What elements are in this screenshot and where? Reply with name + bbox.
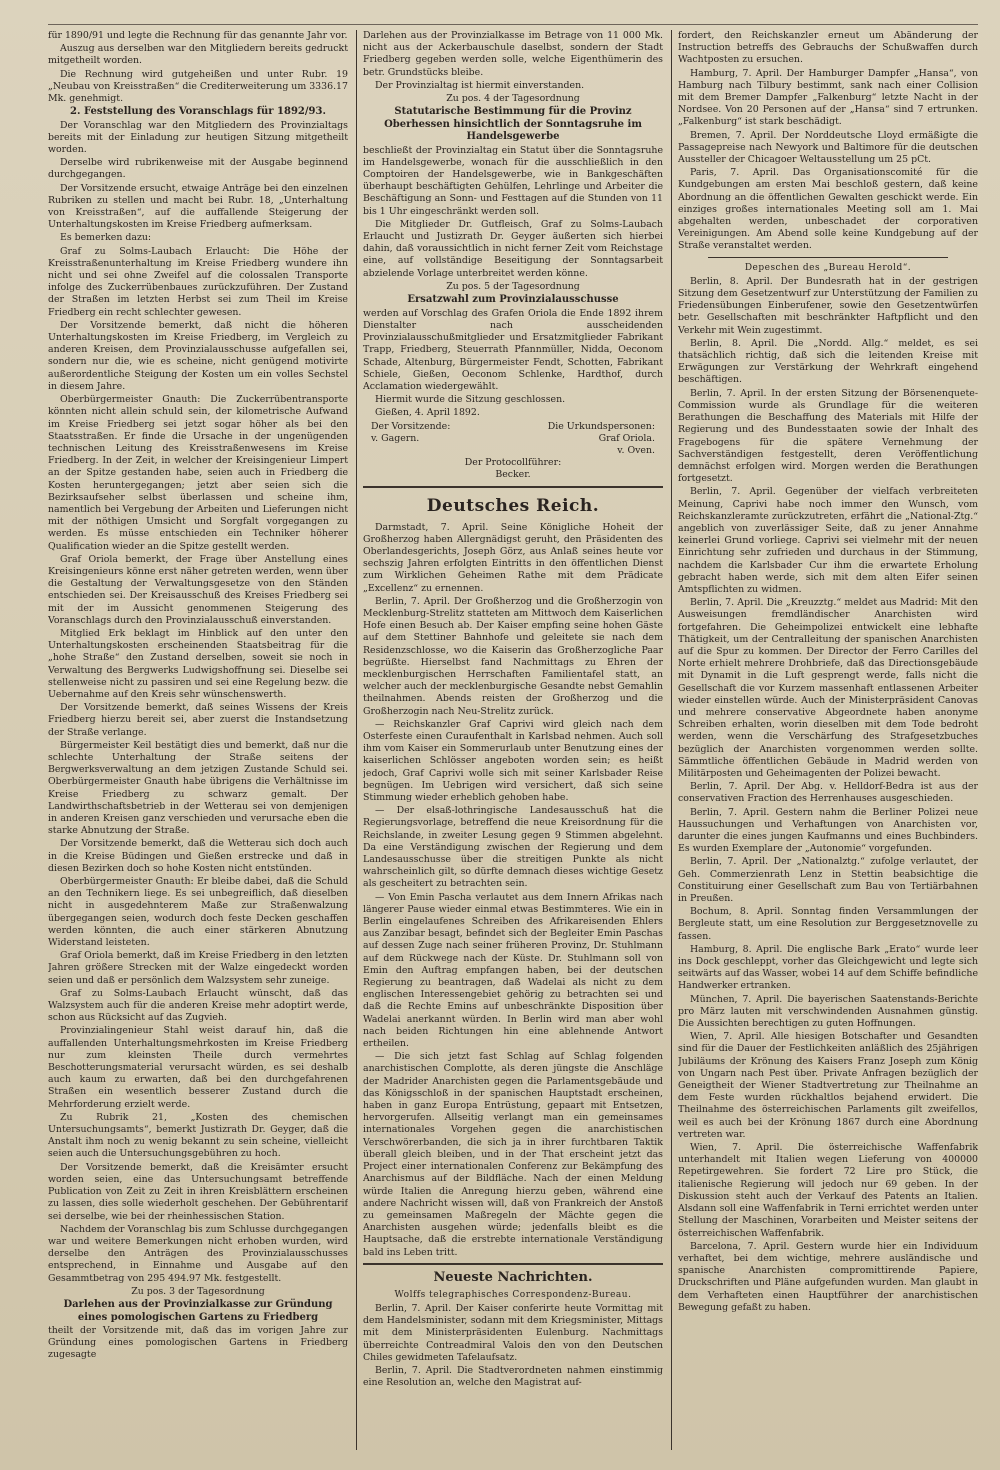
- paragraph: Der Voranschlag war den Mitgliedern des Provinzialtags bereits mit der Einladung zur heutigen Sitzung mitgetheilt worden.: [48, 119, 348, 156]
- paragraph: Graf zu Solms-Laubach Erlaucht wünscht, daß das Walzsystem auch für die anderen Kreise mehr adoptirt werde, schon aus Rücksicht auf das Zugvieh.: [48, 987, 348, 1024]
- paragraph: Der Vorsitzende bemerkt, daß die Kreisämter ersucht worden seien, eine das Untersuchungsamt betreffende Publication von Zeit zu Zeit in ihren Kreisblättern erscheinen zu lassen, dies solle wiederholt geschehen. Der Gebührentarif sei derselbe, wie bei der rheinhessischen Station.: [48, 1161, 348, 1222]
- column-1: [48, 30, 348, 1440]
- paragraph: Berlin, 8. April. Der Bundesrath hat in der gestrigen Sitzung dem Gesetzentwurf zur Unterstützung der Familien zu Friedensübungen Einberufener, sowie den Gesetzentwürfen betr. Gesellschaften mit beschränkter Haftpflicht und den Verkehr mit Wein zugestimmt.: [678, 275, 978, 336]
- paragraph: Barcelona, 7. April. Gestern wurde hier ein Individuum verhaftet, bei dem wichtige, mehrere ausländische und spanische Anarchisten compromittirende Papiere, Druckschriften und Pläne aufgefunden wurden. Man glaubt in dem Verhafteten einen Hauptführer der anarchistischen Bewegung gefaßt zu haben.: [678, 1240, 978, 1313]
- paragraph: Bürgermeister Keil bestätigt dies und bemerkt, daß nur die schlechte Unterhaltung der Straße seitens der Bergwerksverwaltung an dem jetzigen Zustande Schuld sei. Oberbürgermeister Gnauth habe übrigens die Verhältnisse im Kreise Friedberg zu schwarz gemalt. Der Landwirthschaftsbetrieb in der Wetterau sei von demjenigen in anderen Kreisen ganz verschieden und verursache eben die starke Abnutzung der Straße.: [48, 739, 348, 837]
- column-2: [363, 30, 663, 1440]
- paragraph: theilt der Vorsitzende mit, daß das im vorigen Jahre zur Gründung eines pomologischen Gartens in Friedberg zugesagte: [48, 1324, 348, 1361]
- paragraph: Provinzialingenieur Stahl weist darauf hin, daß die auffallenden Unterhaltungsmehrkosten im Kreise Friedberg nur zum kleinsten Theile durch vermehrtes Beschotterungsmaterial verursacht würden, es sei deshalb auch kaum zu erwarten, daß bei den durchgefahrenen Straßen ein wesentlich besserer Zustand durch die Mehrforderung erzielt werde.: [48, 1025, 348, 1110]
- paragraph: Wien, 7. April. Die österreichische Waffenfabrik unterhandelt mit Italien wegen Lieferung von 400000 Repetirgewehren. Sie fordert 72 Lire pro Stück, die italienische Regierung will jedoch nur 69 geben. In der Diskussion steht auch der Verkauf des Patents an Italien. Alsdann soll eine Waffenfabrik in Terni errichtet werden unter Stellung der Maschinen, Vorarbeiten und Meister seitens der österreichischen Waffenfabrik.: [678, 1142, 978, 1239]
- paragraph: Derselbe wird rubrikenweise mit der Ausgabe beginnend durchgegangen.: [48, 157, 348, 181]
- paragraph: Die Mitglieder Dr. Gutfleisch, Graf zu Solms-Laubach Erlaucht und Justizrath Dr. Geyger äußerten sich hierbei dahin, daß voraussichtlich in nicht ferner Zeit vom Reichstage eine, auf vollständige Beseitigung der Sonntagsarbeit abzielende Vorlage unterbreitet werden könne.: [363, 218, 663, 279]
- paragraph: Bochum, 8. April. Sonntag finden Versammlungen der Bergleute statt, um eine Resolution zur Berggesetznovelle zu fassen.: [678, 906, 978, 942]
- divider: [708, 257, 948, 258]
- witnesses-label: Die Urkundspersonen:: [547, 420, 655, 432]
- date-line: Gießen, 4. April 1892.: [375, 407, 480, 419]
- paragraph: Paris, 7. April. Das Organisationscomité für die Kundgebungen am ersten Mai beschloß gestern, daß keine Abordnung an die öffentlichen Gewalten geschickt werde. Ein einziges großes internationales Meeting soll am 1. Mai abgehalten werden, unbeschadet der corporativen Vereinigungen. Am Abend solle keine Kundgebung auf der Straße veranstaltet werden.: [678, 167, 978, 252]
- paragraph: Es bemerken dazu:: [60, 232, 152, 244]
- chair-name: v. Gagern.: [371, 432, 420, 444]
- paragraph: Der Vorsitzende bemerkt, daß nicht die höheren Unterhaltungskosten im Kreise Friedberg, im Vergleich zu anderen Kreisen, dem Provinzialausschusse aufgefallen sei, sondern nur die, wie es scheine, nicht genügend motivirte außerordentliche Steigung der Kosten um ein volles Sechstel in diesem Jahre.: [48, 319, 348, 392]
- column-rule-2: [671, 30, 672, 1450]
- paragraph: — Reichskanzler Graf Caprivi wird gleich nach dem Osterfeste einen Curaufenthalt in Karlsbad nehmen. Auch soll ihm vom Kaiser ein Sommerurlaub unter Benutzung eines der kaiserlichen Schlösser angeboten worden sein; es heißt jedoch, Graf Caprivi wolle sich mit seiner Karlsbader Reise begnügen. Im Uebrigen wird versichert, daß sich seine Stimmung wieder erheblich gehoben habe.: [363, 718, 663, 803]
- signature-block: [363, 421, 663, 482]
- paragraph: Auszug aus derselben war den Mitgliedern bereits gedruckt mitgetheilt worden.: [48, 43, 348, 67]
- paragraph: Der Vorsitzende bemerkt, daß die Wetterau sich doch auch in die Kreise Büdingen und Gießen erstrecke und daß in diesen Bezirken doch so hohe Kosten nicht entstünden.: [48, 838, 348, 874]
- paragraph: Darlehen aus der Provinzialkasse im Betrage von 11 000 Mk. nicht aus der Ackerbauschule daselbst, sondern der Stadt Friedberg gegeben werden solle, welche Eigenthümerin des betr. Grundstücks bleibe.: [363, 30, 663, 78]
- paragraph: Berlin, 8. April. Die „Nordd. Allg.“ meldet, es sei thatsächlich richtig, daß sich die leitenden Kreise mit Erwägungen zur Verstärkung der Wehrkraft eingehend beschäftigen.: [678, 337, 978, 386]
- paragraph: für 1890/91 und legte die Rechnung für das genannte Jahr vor.: [48, 30, 348, 41]
- top-rule: [48, 24, 978, 25]
- paragraph: Berlin, 7. April. Der Großherzog und die Großherzogin von Mecklenburg-Strelitz statteten am Mittwoch dem Kaiserlichen Hofe einen Besuch ab. Der Kaiser empfing seine hohen Gäste auf dem Stettiner Bahnhofe und geleitete sie nach dem Residenzschlosse, wo die Kaiserin das Großherzogliche Paar begrüßte. Hierselbst fand Nachmittags zu Ehren der mecklenburgischen Herrschaften Familientafel statt, an welcher auch der mecklenburgische Gesandte nebst Gemahlin theilnahmen. Abends reisten der Großherzog und die Großherzogin nach Neu-Strelitz zurück.: [363, 595, 663, 717]
- section-heading: Darlehen aus der Provinzialkasse zur Gründung eines pomologischen Gartens zu Friedberg: [63, 1299, 333, 1323]
- paragraph: Hamburg, 7. April. Der Hamburger Dampfer „Hansa“, von Hamburg nach Tilbury bestimmt, sank nach einer Collision mit dem Bremer Dampfer „Falkenburg“ letzte Nacht in der Nordsee. Von 20 Personen auf der „Hansa“ sind 7 ertrunken. „Falkenburg“ ist stark beschädigt.: [678, 67, 978, 128]
- paragraph: Berlin, 7. April. Gestern nahm die Berliner Polizei neue Haussuchungen und Verhaftungen von Anarchisten vor, darunter die eines jungen Kaufmanns und eines Buchbinders. Es wurden Exemplare der „Autonomie“ vorgefunden.: [678, 806, 978, 855]
- paragraph: Nachdem der Voranschlag bis zum Schlusse durchgegangen war und weitere Bemerkungen nicht erhoben wurden, wird derselbe den Anträgen des Provinzialausschusses entsprechend, in Einnahme und Ausgabe auf den Gesammtbetrag von 295 494.97 Mk. festgestellt.: [48, 1223, 348, 1284]
- agenda-item: Zu pos. 4 der Tagesordnung: [446, 93, 580, 105]
- paragraph: werden auf Vorschlag des Grafen Oriola die Ende 1892 ihrem Dienstalter nach ausscheidenden Provinzialausschußmitglieder und Ersatzmitglieder Fabrikant Trapp, Friedberg, Steuerrath Pfannmüller, Nidda, Oeconom Schade, Altenburg, Bürgermeister Fendt, Schotten, Fabrikant Schiele, Gießen, Oeconom Schlenke, Hardthof, durch Acclamation wiedergewählt.: [363, 307, 663, 392]
- paragraph: Der Vorsitzende ersucht, etwaige Anträge bei den einzelnen Rubriken zu stellen und macht bei Rubr. 18, „Unterhaltung von Kreisstraßen“, auf die auffallende Steigerung der Unterhaltungskosten im Kreise Friedberg aufmerksam.: [48, 182, 348, 231]
- paragraph: Darmstadt, 7. April. Seine Königliche Hoheit der Großherzog haben Allergnädigst geruht, den Präsidenten des Oberlandesgerichts, Joseph Görz, aus Anlaß seines heute vor sechszig Jahren erfolgten Eintritts in den öffentlichen Dienst zum Wirklichen Geheimen Rathe mit dem Prädicate „Excellenz“ zu ernennen.: [363, 521, 663, 594]
- paragraph: Hiermit wurde die Sitzung geschlossen.: [375, 394, 566, 406]
- section-title: Deutsches Reich.: [426, 495, 600, 516]
- chair-label: Der Vorsitzende:: [371, 420, 451, 432]
- paragraph: — Der elsaß-lothringische Landesausschuß hat die Regierungsvorlage, betreffend die neue Kreisordnung für die Reichslande, in zweiter Lesung gegen 9 Stimmen abgelehnt. Da eine Verständigung zwischen der Regierung und dem Landesausschusse über die streitigen Punkte als nicht wahrscheinlich gilt, so dürfte demnach dieses wichtige Gesetz als gescheitert zu betrachten sein.: [363, 805, 663, 890]
- paragraph: beschließt der Provinzialtag ein Statut über die Sonntagsruhe im Handelsgewerbe, wonach für die ausschließlich in den Comptoiren der Handelsgewerbe, wie in Bankgeschäften überhaupt beschäftigten Gehülfen, Lehrlinge und Arbeiter die Beschäftigung an Sonn- und Festtagen auf die Stunden von 11 bis 1 Uhr eingeschränkt werden soll.: [363, 144, 663, 217]
- paragraph: Der Vorsitzende bemerkt, daß seines Wissens der Kreis Friedberg hierzu bereit sei, aber zuerst die Instandsetzung der Straße verlange.: [48, 702, 348, 738]
- section-divider: [363, 486, 663, 488]
- paragraph: — Von Emin Pascha verlautet aus dem Innern Afrikas nach längerer Pause wieder einmal etwas Bestimmteres. Wie ein in Berlin eingelaufenes Schreiben des Afrikareisenden Ehlers aus Zanzibar besagt, befindet sich der Begleiter Emin Paschas auf dessen Zuge nach seiner früheren Provinz, Dr. Stuhlmann auf dem Rückwege nach der Küste. Dr. Stuhlmann soll von Emin den Auftrag empfangen haben, bei der deutschen Regierung zu beantragen, daß Wadelai als nicht zu dem englischen Interessengebiet gehörig zu betrachten sei und daß die Rechte Emins auf unbeschränkte Disposition über Wadelai anerkannt würden. In Berlin wird man aber wohl nach beiden Richtungen hin eine ablehnende Antwort ertheilen.: [363, 891, 663, 1050]
- paragraph: Zu Rubrik 21, „Kosten des chemischen Untersuchungsamts“, bemerkt Justizrath Dr. Geyger, daß die Anstalt ihm noch zu wenig bekannt zu sein scheine, vielleicht seien auch die Untersuchungsgebühren zu hoch.: [48, 1111, 348, 1160]
- recorder-name: Becker.: [495, 469, 531, 481]
- paragraph: Der Provinzialtag ist hiermit einverstanden.: [375, 79, 585, 91]
- section-heading: Ersatzwahl zum Provinzialausschusse: [407, 294, 619, 306]
- paragraph: München, 7. April. Die bayerischen Saatenstands-Berichte pro März lauten mit verschwindenden Ausnahmen günstig. Die Aussichten berechtigen zu guten Hoffnungen.: [678, 993, 978, 1030]
- paragraph: Hamburg, 8. April. Die englische Bark „Erato“ wurde leer ins Dock geschleppt, vorher das Gleichgewicht und legte sich seitwärts auf das Wasser, wobei 14 auf dem Schiffe befindliche Handwerker ertranken.: [678, 943, 978, 992]
- paragraph: Graf Oriola bemerkt, daß im Kreise Friedberg in den letzten Jahren größere Strecken mit der Walze eingedeckt worden seien und daß er persönlich dem Walzsystem sehr zuneige.: [48, 950, 348, 986]
- paragraph: Berlin, 7. April. Die Stadtverordneten nahmen einstimmig eine Resolution an, welche den Magistrat auf-: [363, 1364, 663, 1389]
- agenda-item: Zu pos. 5 der Tagesordnung: [446, 280, 580, 292]
- paragraph: Berlin, 7. April. Gegenüber der vielfach verbreiteten Meinung, Caprivi habe noch immer den Wunsch, vom Reichskanzleramte zurückzutreten, erfährt die „National-Ztg.“ angeblich von zuverlässiger Seite, daß zu jener Annahme keinerlei Grund vorliege. Caprivi sei vielmehr mit der neuen Einrichtung sehr zufrieden und durchaus in der Stimmung, nachdem die Karlsbader Cur ihm die erwartete Erholung gebracht haben werde, sich mit dem alten Eifer seinen Amtspflichten zu widmen.: [678, 486, 978, 595]
- paragraph: fordert, den Reichskanzler erneut um Abänderung der Instruction betreffs des Gebrauchs der Schußwaffen durch Wachtposten zu ersuchen.: [678, 30, 978, 66]
- witness-name: Graf Oriola.: [598, 432, 655, 444]
- paragraph: Berlin, 7. April. In der ersten Sitzung der Börsenenquete-Commission wurde als Grundlage für die weiteren Berathungen die Beschaffung des Materials mit Hilfe der Regierung und des Bundesstaaten sowie der Inhalt des Fragebogens für die spätere Vernehmung der Sachverständigen festgestellt, deren Veröffentlichung demnächst erfolgen wird. Morgen werden die Berathungen fortgesetzt.: [678, 387, 978, 485]
- paragraph: Berlin, 7. April. Die „Kreuzztg.“ meldet aus Madrid: Mit den Ausweisungen fremdländischer Anarchisten wird fortgefahren. Die Geheimpolizei entwickelt eine lebhafte Thätigkeit, um der Centralleitung der spanischen Anarchisten auf die Spur zu kommen. Der Director der Ferro Carilles del Norte erhielt mehrere Drohbriefe, daß das Directionsgebäude mit Dynamit in die Luft gesprengt werde, falls nicht die Gesellschaft die vor Kurzem massenhaft entlassenen Arbeiter wieder einstellen würde. Auch der Ministerpräsident Canovas und mehrere conservative Abgeordnete haben anonyme Schreiben erhalten, worin dieselben mit dem Tode bedroht werden, wenn die Verschärfung des Strafgesetzbuches bezüglich der Anarchisten vorgenommen werden sollte. Sämmtliche öffentlichen Gebäude in Madrid werden von Militärposten und Geheimagenten der Polizei bewacht.: [678, 597, 978, 779]
- paragraph: Mitglied Erk beklagt im Hinblick auf den unter den Unterhaltungskosten erscheinenden Staatsbeitrag für die „hohe Straße“ den Zustand derselben, soweit sie noch in Verwaltung des Bergwerks Ludwigshoffnung sei. Dieselbe sei stellenweise nicht zu passiren und sei eine Regelung bezw. die Uebernahme auf den Kreis sehr wünschenswerth.: [48, 627, 348, 700]
- recorder-label: Der Protocollführer:: [464, 457, 562, 469]
- agency-byline: Depeschen des „Bureau Herold“.: [744, 262, 912, 273]
- paragraph: Oberbürgermeister Gnauth: Er bleibe dabei, daß die Schuld an den Technikern liege. Es sei unbegreiflich, daß dieselben nicht in ausgedehnterem Maße zur Straßenwalzung übergegangen seien, wodurch doch feste Decken geschaffen werden könnten, die auch einer stärkeren Abnutzung Widerstand leisteten.: [48, 876, 348, 949]
- section-heading: Statutarische Bestimmung für die Provinz Oberhessen hinsichtlich der Sonntagsruhe im Handelsgewerbe: [384, 106, 642, 143]
- paragraph: Graf zu Solms-Laubach Erlaucht: Die Höhe der Kreisstraßenunterhaltung im Kreise Friedberg wundere ihn nicht und sei ohne Zweifel auf die colossalen Transporte infolge des Zuckerrübenbaues zurückzuführen. Der Zustand der Straßen im letzten Herbst sei zum Theil im Kreise Friedberg ein recht schlechter gewesen.: [48, 245, 348, 318]
- section-heading: 2. Feststellung des Voranschlags für 1892/93.: [70, 106, 326, 118]
- paragraph: Berlin, 7. April. Der Kaiser conferirte heute Vormittag mit dem Handelsminister, sodann mit dem Kriegsminister, Mittags mit dem Ministerpräsidenten Eulenburg. Nachmittags überreichte Contreadmiral Valois den von den Deutschen Chiles gewidmeten Tafelaufsatz.: [363, 1302, 663, 1363]
- column-3: [678, 30, 978, 1440]
- paragraph: Berlin, 7. April. Der Abg. v. Helldorf-Bedra ist aus der conservativen Fraction des Herrenhauses ausgeschieden.: [678, 781, 978, 805]
- witness-name: v. Oven.: [617, 444, 655, 456]
- paragraph: Graf Oriola bemerkt, der Frage über Anstellung eines Kreisingenieurs könne erst näher getreten werden, wenn über die Gestaltung der Verwaltungsgesetze von den Ständen entschieden sei. Der Kreisausschuß des Kreises Friedberg sei mit der im Aussicht genommenen Steigerung des Voranschlags durch den Provinzialausschuß einverstanden.: [48, 553, 348, 626]
- agenda-item: Zu pos. 3 der Tagesordnung: [131, 1285, 265, 1297]
- section-divider: [363, 1263, 663, 1265]
- paragraph: Oberbürgermeister Gnauth: Die Zuckerrübentransporte könnten nicht allein schuld sein, der kilometrische Aufwand im Kreise Friedberg sei jetzt sogar höher als bei den Staatsstraßen. Er finde die Ursache in der ungenügenden technischen Leitung des Kreisstraßenwesens im Kreise Friedberg. In der Zeit, in welcher der Kreisingenieur Limpert an der Spitze gestanden habe, seien auch in Friedberg die Kosten heruntergegangen; jetzt aber seien sich die Bezirksaufseher selbst überlassen und scheine ihm, namentlich bei Vergebung der Arbeiten und Lieferungen nicht mit der nöthigen Umsicht und Sorgfalt vorgegangen zu werden. Es müsse entschieden ein Techniker höherer Qualification wieder an die Spitze gestellt werden.: [48, 394, 348, 552]
- paragraph: Berlin, 7. April. Der „Nationalztg.“ zufolge verlautet, der Geh. Commerzienrath Lenz in Stettin beabsichtige die Constituirung einer Gesellschaft zum Bau von Tertiärbahnen in Preußen.: [678, 856, 978, 905]
- agency-byline: Wolffs telegraphisches Correspondenz-Bureau.: [394, 1289, 632, 1300]
- paragraph: Wien, 7. April. Alle hiesigen Botschafter und Gesandten sind für die Dauer der Festlichkeiten anläßlich des 25jährigen Jubiläums der Krönung des Kaisers Franz Joseph zum König von Ungarn nach Pest über. Private Anfragen bezüglich der Geneigtheit der Wiener Stadtvertretung zur Theilnahme an dem Feste wurden rückhaltlos bejahend erwidert. Die Theilnahme des österreichischen Parlaments gilt zweifellos, weil es auch bei der Krönung 1867 durch eine Abordnung vertreten war.: [678, 1031, 978, 1140]
- column-rule-1: [356, 30, 357, 1450]
- section-title: Neueste Nachrichten.: [433, 1269, 593, 1285]
- paragraph: — Die sich jetzt fast Schlag auf Schlag folgenden anarchistischen Complotte, als deren jüngste die Anschläge der Madrider Anarchisten gegen die Parlamentsgebäude und das Königsschloß in der spanischen Hauptstadt erscheinen, haben in ganz Europa Entrüstung, gepaart mit Entsetzen, hervorgerufen. Allseitig verlangt man ein gemeinsames internationales Vorgehen gegen die anarchistischen Verschwörerbanden, die sich ja in ihrer furchtbaren Taktik überall gleich bleiben, und in der That erscheint jetzt das Project einer internationalen Conferenz zur Bekämpfung des Anarchismus auf der Bildfläche. Nach der einen Meldung würde Italien die Anregung hierzu geben, während eine andere Nachricht wissen will, daß von Frankreich der Anstoß zu gemeinsamen Maßregeln der Mächte gegen die Anarchisten ausgehen würde; jedenfalls bleibt es die Hauptsache, daß die erstrebte internationale Verständigung bald ins Leben tritt.: [363, 1051, 663, 1258]
- paragraph: Die Rechnung wird gutgeheißen und unter Rubr. 19 „Neubau von Kreisstraßen“ die Crediterweiterung um 3336.17 Mk. genehmigt.: [48, 68, 348, 105]
- paragraph: Bremen, 7. April. Der Norddeutsche Lloyd ermäßigte die Passagepreise nach Newyork und Baltimore für die deutschen Aussteller der Chicagoer Weltausstellung um 25 pCt.: [678, 129, 978, 166]
